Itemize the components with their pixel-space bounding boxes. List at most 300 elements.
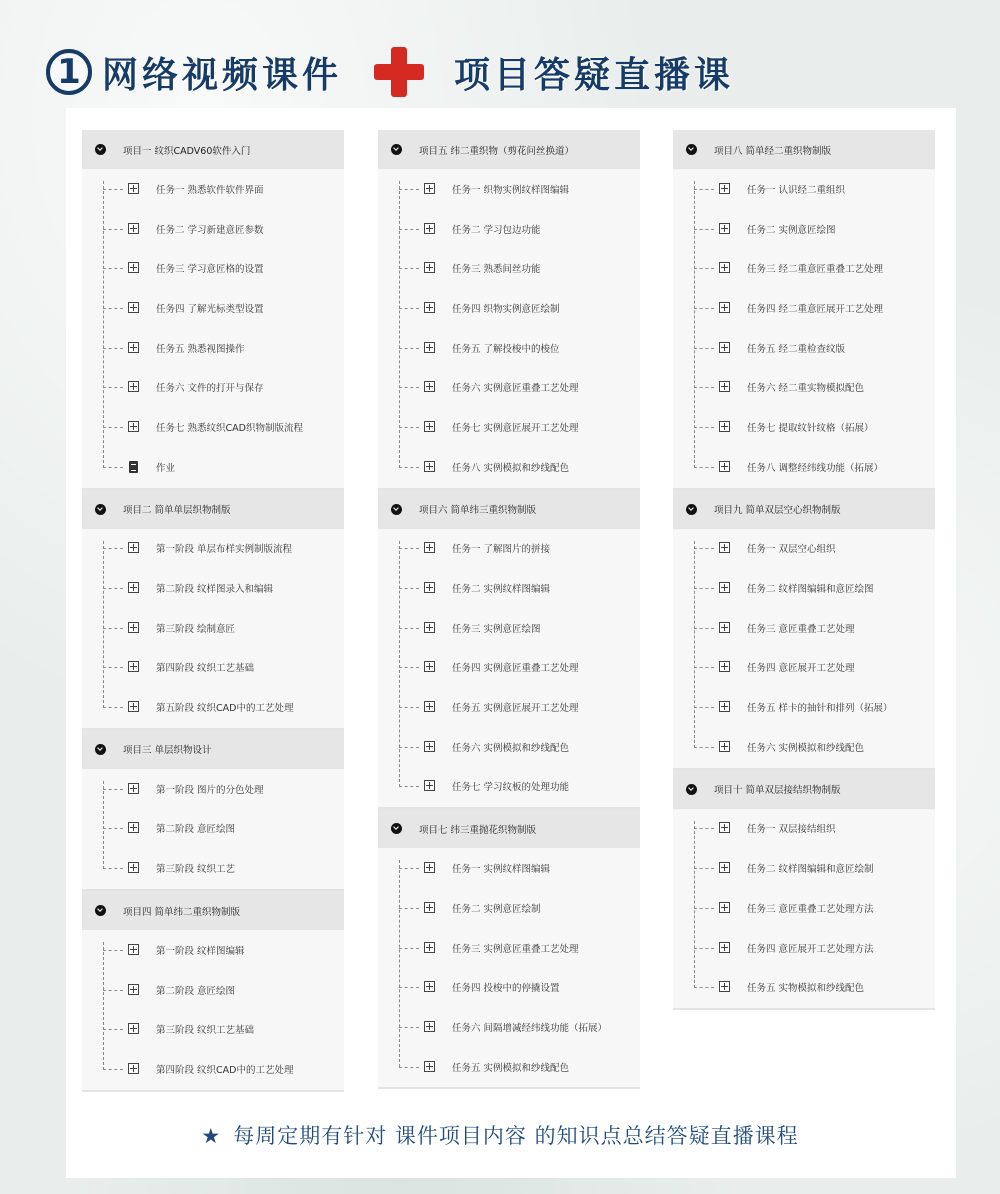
project-section-header[interactable] <box>673 130 935 169</box>
tree-branch-line <box>399 747 419 748</box>
task-item[interactable] <box>82 848 344 888</box>
task-item[interactable] <box>673 248 935 288</box>
task-list <box>82 930 344 1090</box>
project-section-title: 项目十 简单双层接结织物制版 <box>714 785 841 797</box>
task-item[interactable] <box>378 928 640 968</box>
plus-box-icon <box>424 582 435 593</box>
task-item[interactable] <box>673 328 935 368</box>
plus-box-icon <box>719 942 730 953</box>
header-right-title: 项目答疑直播课 <box>454 54 735 96</box>
footer-note <box>0 1120 1000 1150</box>
task-item-label: 第四阶段 纹织工艺基础 <box>156 663 255 675</box>
task-item[interactable] <box>673 529 935 569</box>
chevron-down-icon <box>95 144 106 155</box>
project-section <box>82 490 344 730</box>
chevron-down-icon <box>686 784 697 795</box>
header-left-title: 网络视频课件 <box>102 54 343 96</box>
tree-branch-line <box>399 467 419 468</box>
task-item[interactable] <box>378 767 640 807</box>
project-section <box>82 891 344 1092</box>
task-item[interactable] <box>673 447 935 487</box>
task-list <box>673 529 935 768</box>
project-section <box>673 770 935 1010</box>
plus-box-icon <box>424 183 435 194</box>
plus-box-icon <box>128 822 139 833</box>
tree-branch-line <box>694 948 714 949</box>
plus-box-icon <box>719 262 730 273</box>
task-item[interactable] <box>673 928 935 968</box>
task-item-label: 第三阶段 绘制意匠 <box>156 623 236 635</box>
plus-box-icon <box>128 701 139 712</box>
task-list <box>378 169 640 488</box>
plus-box-icon <box>128 381 139 392</box>
chevron-down-icon <box>391 823 402 834</box>
task-item-label: 任务四 实例意匠重叠工艺处理 <box>452 663 579 675</box>
plus-box-icon <box>128 302 139 313</box>
plus-box-icon <box>424 262 435 273</box>
tree-branch-line <box>103 707 123 708</box>
tree-branch-line <box>103 387 123 388</box>
task-item-label: 任务七 熟悉纹织CAD织物制版流程 <box>156 422 303 434</box>
task-item-label: 任务三 意匠重叠工艺处理方法 <box>747 903 874 915</box>
tree-branch-line <box>399 948 419 949</box>
tree-branch-line <box>399 786 419 787</box>
project-section <box>378 490 640 810</box>
task-item[interactable] <box>673 648 935 688</box>
task-item-label: 任务四 意匠展开工艺处理方法 <box>747 943 874 955</box>
tree-branch-line <box>694 588 714 589</box>
task-item-label: 任务一 熟悉软件软件界面 <box>156 184 264 196</box>
task-item[interactable] <box>378 848 640 888</box>
task-item-label: 任务一 了解图片的拼接 <box>452 544 551 556</box>
task-item-label: 任务五 样卡的抽针和排列（拓展） <box>747 703 893 715</box>
tree-branch-line <box>399 868 419 869</box>
project-section <box>673 490 935 770</box>
task-item-label: 任务六 实例模拟和纱线配色 <box>747 742 865 754</box>
chevron-down-icon <box>686 144 697 155</box>
plus-box-icon <box>424 542 435 553</box>
plus-box-icon <box>424 981 435 992</box>
plus-box-icon <box>719 822 730 833</box>
task-item[interactable] <box>82 1009 344 1049</box>
project-section-title: 项目三 单层织物设计 <box>123 745 212 757</box>
project-section-header[interactable] <box>82 490 344 529</box>
task-item-label: 任务三 学习意匠格的设置 <box>156 264 264 276</box>
task-item[interactable] <box>378 209 640 249</box>
task-item-label: 第五阶段 纹织CAD中的工艺处理 <box>156 703 294 715</box>
task-item[interactable] <box>378 328 640 368</box>
task-list <box>673 809 935 1008</box>
plus-box-icon <box>128 582 139 593</box>
task-item-label: 任务四 经二重意匠展开工艺处理 <box>747 303 884 315</box>
project-section <box>378 130 640 490</box>
task-item-label: 任务二 纹样图编辑和意匠绘制 <box>747 864 874 876</box>
task-item-label: 任务二 实例意匠绘制 <box>452 903 541 915</box>
tree-branch-line <box>694 427 714 428</box>
task-item[interactable] <box>378 1047 640 1087</box>
task-list <box>82 529 344 728</box>
task-item[interactable] <box>82 769 344 809</box>
plus-box-icon <box>424 342 435 353</box>
tree-branch-line <box>399 308 419 309</box>
task-item-label: 任务三 熟悉间丝功能 <box>452 264 541 276</box>
tree-branch-line <box>103 789 123 790</box>
project-section-title: 项目六 简单纬三重织物制版 <box>419 505 537 516</box>
task-item-label: 任务七 实例意匠展开工艺处理 <box>452 422 579 434</box>
plus-box-icon <box>424 421 435 432</box>
plus-box-icon <box>424 1061 435 1072</box>
plus-box-icon <box>128 223 139 234</box>
plus-box-icon <box>719 461 730 472</box>
task-item-label: 任务六 文件的打开与保存 <box>156 383 264 395</box>
task-item-label: 任务二 实例意匠绘图 <box>747 224 836 236</box>
tree-branch-line <box>103 268 123 269</box>
plus-box-icon <box>719 542 730 553</box>
chevron-down-icon <box>391 504 402 515</box>
task-item-label: 任务四 投梭中的停撬设置 <box>452 983 560 995</box>
task-item[interactable] <box>378 967 640 1007</box>
project-section-title: 项目五 纬二重织物（剪花问丝换道） <box>419 145 575 157</box>
plus-box-icon <box>424 780 435 791</box>
tree-branch-line <box>399 548 419 549</box>
task-item-label: 任务三 经二重意匠重叠工艺处理 <box>747 264 884 276</box>
task-item-label: 任务一 织物实例纹样图编辑 <box>452 184 570 196</box>
task-item-label: 第二阶段 意匠绘图 <box>156 824 236 836</box>
project-section-header[interactable] <box>673 490 935 529</box>
tree-branch-line <box>694 467 714 468</box>
project-section <box>378 809 640 1089</box>
plus-icon <box>374 47 424 97</box>
task-item-label: 任务六 间隔增减经纬线功能（拓展） <box>452 1022 608 1034</box>
project-section-header[interactable] <box>378 490 640 529</box>
task-item[interactable] <box>378 529 640 569</box>
task-item[interactable] <box>82 209 344 249</box>
task-item[interactable] <box>378 1007 640 1047</box>
task-item-label: 第三阶段 纹织工艺基础 <box>156 1025 255 1037</box>
plus-box-icon <box>424 381 435 392</box>
task-item-label: 任务六 经二重实物模拟配色 <box>747 383 865 395</box>
plus-box-icon <box>128 421 139 432</box>
tree-branch-line <box>694 667 714 668</box>
plus-box-icon <box>128 542 139 553</box>
outline-column-2 <box>378 130 640 1089</box>
document-icon <box>129 461 138 473</box>
tree-branch-line <box>694 908 714 909</box>
task-item[interactable] <box>673 727 935 767</box>
plus-box-icon <box>424 741 435 752</box>
task-item-label: 任务一 双层空心组织 <box>747 544 836 556</box>
plus-box-icon <box>719 381 730 392</box>
project-section-header[interactable] <box>82 891 344 930</box>
task-item[interactable] <box>82 568 344 608</box>
task-item[interactable] <box>82 248 344 288</box>
task-list <box>82 169 344 488</box>
task-item-label: 任务六 实例模拟和纱线配色 <box>452 742 570 754</box>
task-item-label: 第一阶段 图片的分色处理 <box>156 784 264 796</box>
task-item[interactable] <box>673 888 935 928</box>
task-item[interactable] <box>378 248 640 288</box>
tree-branch-line <box>694 987 714 988</box>
tree-branch-line <box>103 348 123 349</box>
task-item[interactable] <box>82 809 344 849</box>
task-item-label: 任务五 经二重检查纹版 <box>747 343 846 355</box>
tree-branch-line <box>399 588 419 589</box>
plus-box-icon <box>719 741 730 752</box>
plus-box-icon <box>424 862 435 873</box>
outline-column-3 <box>673 130 935 1010</box>
task-item[interactable] <box>82 407 344 447</box>
project-section-header[interactable] <box>82 130 344 169</box>
task-item[interactable] <box>673 169 935 209</box>
plus-box-icon <box>719 902 730 913</box>
plus-box-icon <box>719 981 730 992</box>
task-item-label: 任务二 学习新建意匠参数 <box>156 224 264 236</box>
task-item[interactable] <box>378 288 640 328</box>
task-item[interactable] <box>82 169 344 209</box>
task-item[interactable] <box>673 568 935 608</box>
tree-branch-line <box>694 548 714 549</box>
task-item-label: 第二阶段 纹样图录入和编辑 <box>156 584 274 596</box>
tree-branch-line <box>399 1027 419 1028</box>
task-item-label: 任务六 实例意匠重叠工艺处理 <box>452 383 579 395</box>
project-section-header[interactable] <box>378 130 640 169</box>
course-outline-panel <box>66 108 956 1178</box>
task-list <box>673 169 935 488</box>
project-section-title: 项目七 纬三重抛花织物制版 <box>419 824 537 836</box>
plus-box-icon <box>719 582 730 593</box>
task-item[interactable] <box>82 687 344 727</box>
tree-branch-line <box>399 427 419 428</box>
plus-box-icon <box>128 944 139 955</box>
task-item[interactable] <box>673 809 935 849</box>
task-item-label: 第四阶段 纹织CAD中的工艺处理 <box>156 1064 294 1076</box>
task-item-label: 第二阶段 意匠绘图 <box>156 985 236 997</box>
tree-branch-line <box>694 628 714 629</box>
plus-box-icon <box>719 862 730 873</box>
chevron-down-icon <box>686 504 697 515</box>
task-item-label: 任务五 实例意匠展开工艺处理 <box>452 703 579 715</box>
task-item[interactable] <box>378 687 640 727</box>
tree-branch-line <box>694 828 714 829</box>
task-list <box>378 529 640 808</box>
task-item-label: 任务一 实例纹样图编辑 <box>452 864 551 876</box>
project-section-title: 项目八 简单经二重织物制版 <box>714 145 832 157</box>
tree-branch-line <box>399 908 419 909</box>
plus-box-icon <box>719 661 730 672</box>
task-item[interactable] <box>82 608 344 648</box>
tree-branch-line <box>103 1069 123 1070</box>
task-item[interactable] <box>82 447 344 487</box>
tree-branch-line <box>694 189 714 190</box>
plus-box-icon <box>128 984 139 995</box>
tree-branch-line <box>694 387 714 388</box>
tree-branch-line <box>103 950 123 951</box>
plus-box-icon <box>128 622 139 633</box>
task-item[interactable] <box>378 568 640 608</box>
plus-box-icon <box>719 421 730 432</box>
task-item-label: 任务二 学习包边功能 <box>452 224 541 236</box>
tree-branch-line <box>399 987 419 988</box>
task-item[interactable] <box>673 367 935 407</box>
task-item[interactable] <box>82 529 344 569</box>
plus-box-icon <box>719 302 730 313</box>
tree-branch-line <box>694 229 714 230</box>
plus-box-icon <box>424 942 435 953</box>
task-item[interactable] <box>378 608 640 648</box>
tree-branch-line <box>103 628 123 629</box>
plus-box-icon <box>128 1063 139 1074</box>
task-item-label: 任务二 实例纹样图编辑 <box>452 584 551 596</box>
tree-branch-line <box>694 268 714 269</box>
plus-box-icon <box>719 622 730 633</box>
project-section-title: 项目一 纹织CADV60软件入门 <box>123 145 251 157</box>
task-item[interactable] <box>378 169 640 209</box>
tree-branch-line <box>103 1029 123 1030</box>
tree-branch-line <box>399 387 419 388</box>
tree-branch-line <box>694 868 714 869</box>
footer-text: 每周定期有针对 课件项目内容 的知识点总结答疑直播课程 <box>233 1124 799 1148</box>
task-item-label: 任务八 调整经纬线功能（拓展） <box>747 462 884 474</box>
tree-branch-line <box>103 588 123 589</box>
plus-box-icon <box>424 902 435 913</box>
plus-box-icon <box>424 701 435 712</box>
chevron-down-icon <box>95 905 106 916</box>
tree-branch-line <box>399 189 419 190</box>
tree-branch-line <box>103 828 123 829</box>
task-item-label: 第三阶段 纹织工艺 <box>156 864 236 876</box>
task-item[interactable] <box>673 608 935 648</box>
task-item[interactable] <box>82 648 344 688</box>
tree-branch-line <box>103 467 123 468</box>
tree-branch-line <box>103 868 123 869</box>
task-item[interactable] <box>82 930 344 970</box>
tree-branch-line <box>399 707 419 708</box>
plus-box-icon <box>424 223 435 234</box>
project-section-header[interactable] <box>82 730 344 769</box>
project-section-title: 项目四 简单纬二重织物制版 <box>123 906 241 918</box>
task-item-label: 任务五 熟悉视图操作 <box>156 343 245 355</box>
plus-box-icon <box>424 1021 435 1032</box>
tree-branch-line <box>399 268 419 269</box>
task-item[interactable] <box>673 687 935 727</box>
project-section-title: 项目二 简单单层织物制版 <box>123 505 231 516</box>
task-item-label: 任务五 实例模拟和纱线配色 <box>452 1062 570 1074</box>
tree-branch-line <box>694 308 714 309</box>
plus-box-icon <box>128 342 139 353</box>
task-item[interactable] <box>82 328 344 368</box>
task-item[interactable] <box>378 727 640 767</box>
task-item-label: 任务三 实例意匠重叠工艺处理 <box>452 943 579 955</box>
plus-box-icon <box>719 342 730 353</box>
project-section <box>673 130 935 490</box>
task-item-label: 任务一 双层接结组织 <box>747 824 836 836</box>
task-item-label: 任务四 意匠展开工艺处理 <box>747 663 855 675</box>
project-section-header[interactable] <box>673 770 935 809</box>
tree-branch-line <box>103 427 123 428</box>
task-item-label: 任务三 实例意匠绘图 <box>452 623 541 635</box>
task-item[interactable] <box>378 407 640 447</box>
task-item[interactable] <box>673 967 935 1007</box>
tree-branch-line <box>399 667 419 668</box>
plus-box-icon <box>128 1023 139 1034</box>
tree-branch-line <box>399 229 419 230</box>
project-section <box>82 730 344 891</box>
task-item-label: 任务七 提取纹针纹格（拓展） <box>747 422 874 434</box>
task-item-label: 任务五 了解投梭中的梭位 <box>452 343 560 355</box>
task-item-label: 作业 <box>156 462 176 474</box>
task-list <box>378 848 640 1087</box>
task-item-label: 第一阶段 纹样图编辑 <box>156 945 245 957</box>
tree-branch-line <box>103 990 123 991</box>
tree-branch-line <box>399 628 419 629</box>
task-item[interactable] <box>82 288 344 328</box>
tree-branch-line <box>103 229 123 230</box>
task-item[interactable] <box>82 970 344 1010</box>
task-item[interactable] <box>82 367 344 407</box>
task-item-label: 第一阶段 单层布样实例制版流程 <box>156 544 293 556</box>
plus-box-icon <box>424 461 435 472</box>
task-item-label: 任务三 意匠重叠工艺处理 <box>747 623 855 635</box>
task-item-label: 任务七 学习纹板的处理功能 <box>452 782 570 794</box>
tree-branch-line <box>103 189 123 190</box>
chevron-down-icon <box>95 504 106 515</box>
task-item-label: 任务五 实物模拟和纱线配色 <box>747 983 865 995</box>
page-header <box>46 40 734 104</box>
tree-branch-line <box>399 1067 419 1068</box>
task-item[interactable] <box>378 367 640 407</box>
tree-branch-line <box>103 548 123 549</box>
tree-branch-line <box>694 747 714 748</box>
task-item-label: 任务二 纹样图编辑和意匠绘图 <box>747 584 874 596</box>
project-section-title: 项目九 简单双层空心织物制版 <box>714 505 841 516</box>
task-item[interactable] <box>82 1049 344 1089</box>
task-item[interactable] <box>673 209 935 249</box>
project-section-header[interactable] <box>378 809 640 848</box>
task-item[interactable] <box>673 288 935 328</box>
star-icon: ★ <box>201 1124 222 1148</box>
task-item-label: 任务八 实例模拟和纱线配色 <box>452 462 570 474</box>
task-item[interactable] <box>673 407 935 447</box>
plus-box-icon <box>128 262 139 273</box>
plus-box-icon <box>424 302 435 313</box>
outline-column-1 <box>82 130 344 1092</box>
task-item[interactable] <box>673 848 935 888</box>
task-item[interactable] <box>378 447 640 487</box>
plus-box-icon <box>128 661 139 672</box>
task-list <box>82 769 344 889</box>
tree-branch-line <box>694 707 714 708</box>
plus-box-icon <box>424 661 435 672</box>
plus-box-icon <box>128 862 139 873</box>
plus-box-icon <box>719 701 730 712</box>
project-section <box>82 130 344 490</box>
plus-box-icon <box>719 183 730 194</box>
plus-box-icon <box>128 183 139 194</box>
chevron-down-icon <box>95 744 106 755</box>
tree-branch-line <box>103 667 123 668</box>
task-item-label: 任务四 了解光标类型设置 <box>156 303 264 315</box>
task-item[interactable] <box>378 648 640 688</box>
tree-branch-line <box>103 308 123 309</box>
plus-box-icon <box>424 622 435 633</box>
task-item[interactable] <box>378 888 640 928</box>
plus-box-icon <box>128 783 139 794</box>
tree-branch-line <box>399 348 419 349</box>
task-item-label: 任务四 织物实例意匠绘制 <box>452 303 560 315</box>
tree-branch-line <box>694 348 714 349</box>
task-item-label: 任务一 认识经二重组织 <box>747 184 846 196</box>
step-number-badge: 1 <box>46 49 92 95</box>
